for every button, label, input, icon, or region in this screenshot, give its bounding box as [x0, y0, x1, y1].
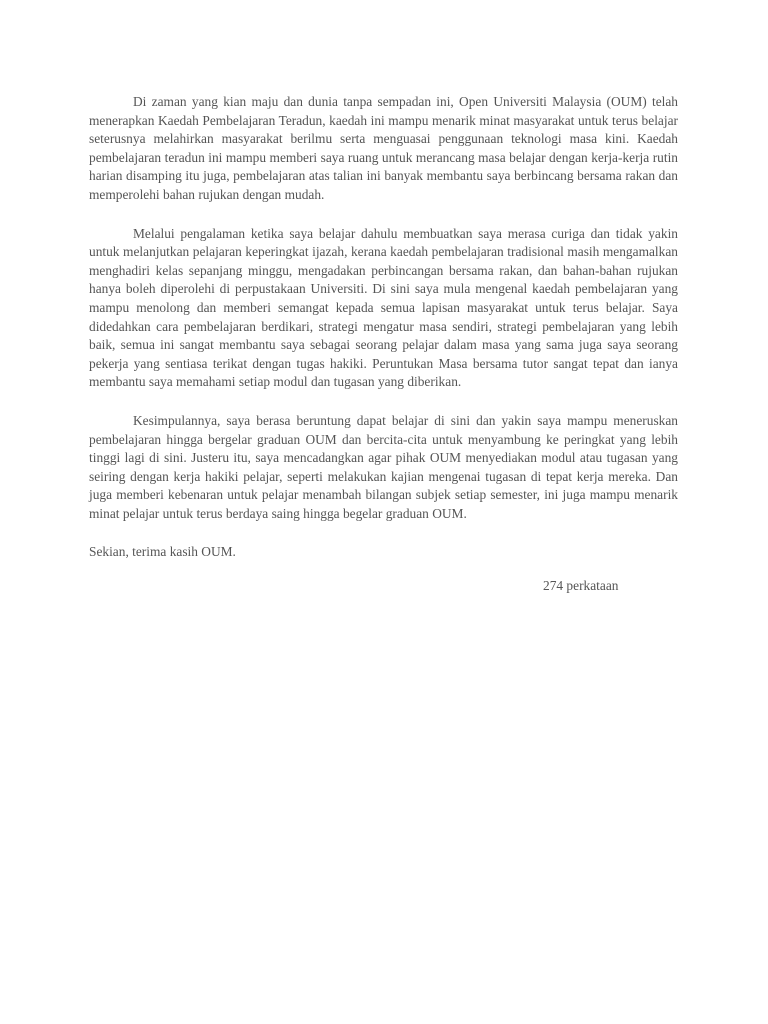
closing-line: Sekian, terima kasih OUM. — [89, 544, 236, 560]
paragraph-conclusion: Kesimpulannya, saya berasa beruntung dapat belajar di sini dan yakin saya mampu meneruskan pembelajaran hingga bergelar graduan OUM dan bercita-cita untuk menyambung ke peringkat yang lebih tinggi lagi di sini. Justeru itu, saya mencadangkan agar pihak OUM menyediakan modul atau tugasan yang seiring dengan kerja hakiki pelajar, seperti melakukan kajian mengenai tugasan di tepat kerja mereka. Dan juga memberi kebenaran untuk pelajar menambah bilangan subjek setiap semester, ini juga mampu menarik minat pelajar untuk terus berdaya saing hingga begelar graduan OUM. — [89, 412, 678, 521]
word-count: 274 perkataan — [543, 578, 619, 594]
document-body — [89, 93, 678, 596]
paragraph-introduction: Di zaman yang kian maju dan dunia tanpa sempadan ini, Open Universiti Malaysia (OUM) telah menerapkan Kaedah Pembelajaran Teradun, kaedah ini mampu menarik minat masyarakat untuk terus belajar seterusnya melahirkan masyarakat berilmu serta menguasai penggunaan teknologi masa kini. Kaedah pembelajaran teradun ini mampu memberi saya ruang untuk merancang masa belajar dengan kerja-kerja rutin harian disamping itu juga, pembelajaran atas talian ini banyak membantu saya berbincang bersama rakan dan memperolehi bahan rujukan dengan mudah. — [89, 94, 678, 202]
paragraph-experience: Melalui pengalaman ketika saya belajar dahulu membuatkan saya merasa curiga dan tidak yakin untuk melanjutkan pelajaran keperingkat ijazah, kerana kaedah pembelajaran tradisional masih mengamalkan menghadiri kelas sepanjang minggu, mengadakan perbincangan bersama rakan, dan bahan-bahan rujukan hanya boleh diperolehi di perpustakaan Universiti. Di sini saya mula mengenal kaedah pembelajaran yang mampu menolong dan memberi semangat kepada semua lapisan masyarakat untuk terus belajar. Saya didedahkan cara pembelajaran berdikari, strategi mengatur masa sendiri, strategi pembelajaran yang lebih baik, semua ini sangat membantu saya sebagai seorang pelajar dalam masa yang sama juga saya seorang pekerja yang sentiasa terikat dengan tugas hakiki. Peruntukan Masa bersama tutor sangat tepat dan ianya membantu saya memahami setiap modul dan tugasan yang diberikan. — [89, 225, 678, 390]
